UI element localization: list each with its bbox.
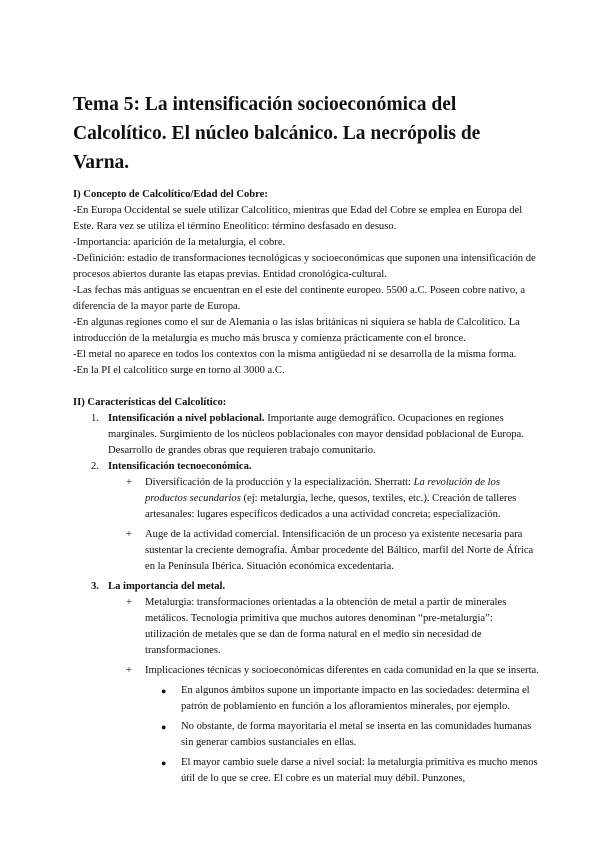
section-caracteristicas [73,395,540,787]
bullet-text: Implicaciones técnicas y socioeconómicas diferentes en cada comunidad en la que se inserta. [145,665,539,676]
bullet-text: Metalurgia: transformaciones orientadas a la obtención de metal a partir de minerales metálicos. Tecnología primitiva que muchos autores denominan “pre-metalurgia”: utilización de metales que se dan de forma natural en el medio sin necesidad de transformaciones. [145,597,507,656]
item-bold-lead: Intensificación tecnoeconómica. [108,461,252,472]
item-number: 1. [91,413,99,424]
item-text [108,579,540,595]
item-number: 2. [91,461,99,472]
paragraph-line: -Importancia: aparición de la metalurgia, el cobre. [73,237,286,248]
spacer [73,379,540,395]
bullet-text: Diversificación de la producción y la especialización. Sherratt: La revolución de los productos secundarios (ej: metalurgia, leche, quesos, textiles, etc.). Creación de talleres artesanales: lugares específicos dedicados a una actividad concreta; especialización. [145,477,517,520]
sub-bullet-text: El mayor cambio suele darse a nivel social: la metalurgia primitiva es mucho menos útil de lo que se cree. El cobre es un material muy débil. Punzones, [181,757,538,784]
item-body: Importante auge demográfico. Ocupaciones en regiones marginales. Surgimiento de los núcleos poblacionales con mayor densidad poblacional de Europa. Desarrollo de grandes obras que requieren trabajo comunitario. [108,413,524,456]
section-concepto [73,187,540,379]
page-title: Tema 5: La intensificación socioeconómica del Calcolítico. El núcleo balcánico. La necrópolis de Varna. [73,94,481,173]
paragraph-line: -En Europa Occidental se suele utilizar Calcolítico, mientras que Edad del Cobre se emplea en Europa del Este. Rara vez se utiliza el término Eneolítico: término desfasado en desuso. [73,205,523,232]
dot-bullet-icon: ● [161,722,167,732]
sub-bullet-text: No obstante, de forma mayoritaria el metal se inserta en las comunidades humanas sin generar cambios sustanciales en ellas. [181,721,532,748]
sub-bullet-item [159,683,540,715]
sub-bullet-item [159,755,540,787]
bullet-item [123,475,540,523]
sub-bullet-text: En algunos ámbitos supone un importante impacto en las sociedades: determina el patrón de poblamiento en función a los afloramientos minerales, por ejemplo. [181,685,530,712]
bullet-item [123,595,540,659]
plus-bullet-icon: + [126,477,132,488]
plus-bullet-icon: + [126,597,132,608]
item-number: 3. [91,581,99,592]
numbered-item [73,459,540,475]
paragraph-line: -Definición: estadio de transformaciones tecnológicas y socioeconómicas que suponen una intensificación de procesos abiertos durante las etapas previas. Entidad cronológica-cultural. [73,253,536,280]
plus-bullet-icon: + [126,529,132,540]
item-text [108,459,540,475]
bullet-item [123,663,540,679]
item-bold-lead: La importancia del metal. [108,581,226,592]
section-heading: I) Concepto de Calcolítico/Edad del Cobre: [73,189,268,200]
paragraph-line: -En la PI el calcolítico surge en torno al 3000 a.C. [73,365,285,376]
plus-bullet-icon: + [126,665,132,676]
sub-bullet-item [159,719,540,751]
dot-bullet-icon: ● [161,686,167,696]
item-bold-lead: Intensificación a nivel poblacional. [108,413,265,424]
dot-bullet-icon: ● [161,758,167,768]
paragraph-line: -Las fechas más antiguas se encuentran en el este del continente europeo. 5500 a.C. Poseen cobre nativo, a diferencia de la mayor parte de Europa. [73,285,526,312]
italic-title: La revolución de los productos secundarios [145,477,500,504]
paragraph-line: -El metal no aparece en todos los contextos con la misma antigüedad ni se desarrolla de la misma forma. [73,349,517,360]
numbered-item [73,579,540,595]
bullet-item [123,527,540,575]
numbered-item [73,411,540,459]
section-heading: II) Características del Calcolítico: [73,397,227,408]
paragraph-line: -En algunas regiones como el sur de Alemania o las islas británicas ni siquiera se habla de Calcolítico. La introducción de la metalurgia es mucho más brusca y comienza prácticamente con el bronce. [73,317,520,344]
bullet-text: Auge de la actividad comercial. Intensificación de un proceso ya existente necesaria para sustentar la creciente demografía. Ámbar procedente del Báltico, marfil del Norte de África en la Península Ibérica. Situación económica excedentaria. [145,529,534,572]
item-text [108,411,540,459]
